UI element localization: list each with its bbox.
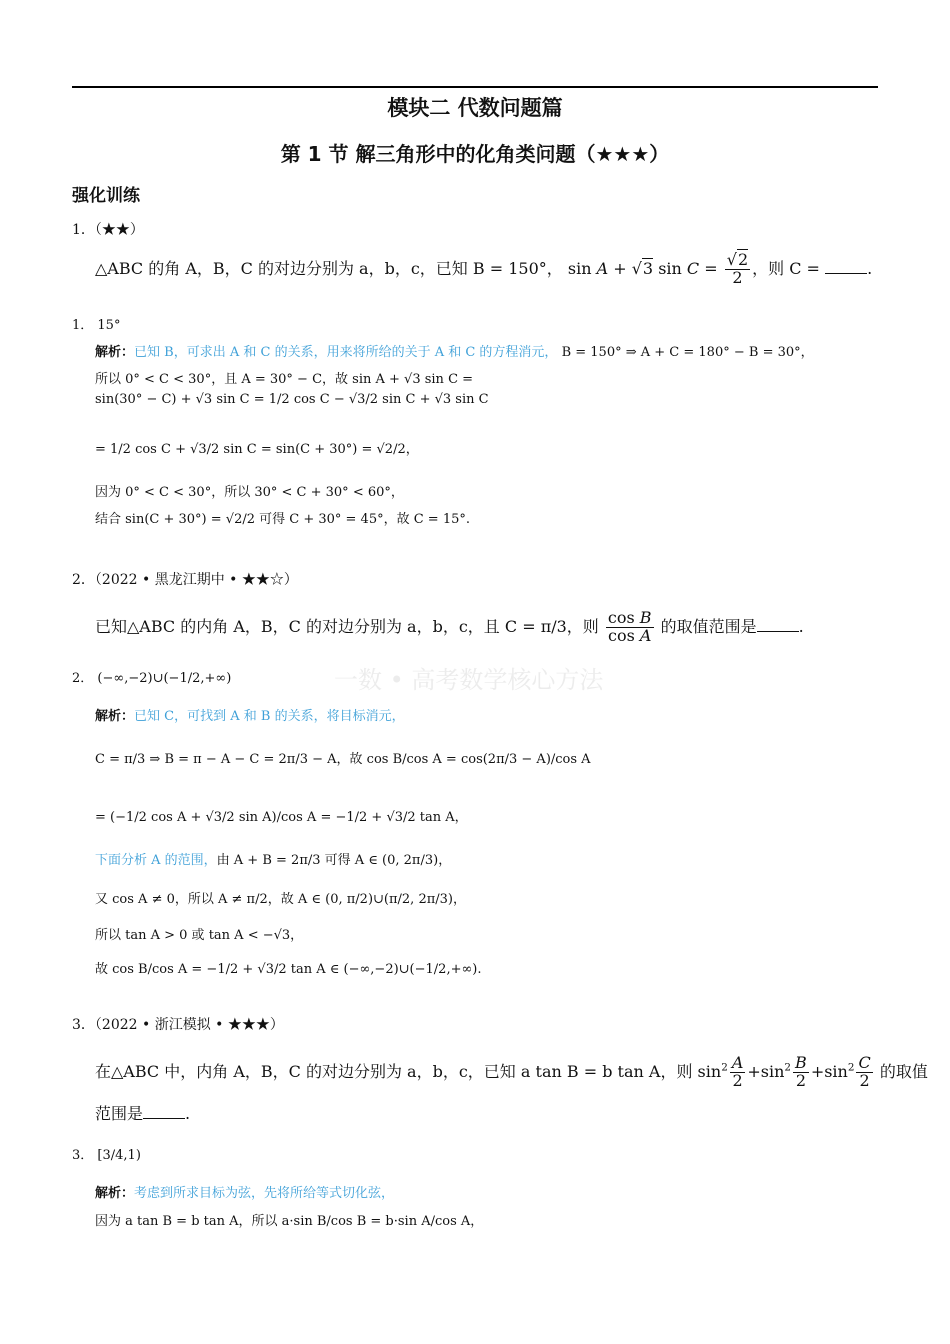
q2-answer-value: (−∞,−2)∪(−1/2,+∞) xyxy=(97,671,232,686)
q2-hint: 已知 C，可找到 A 和 B 的关系，将目标消元， xyxy=(134,709,405,724)
q1-text: △ABC 的角 A，B，C 的对边分别为 a，b，c，已知 B = 150°， sin A + √3 sin C = $\frac{√2}{2}$ ，则 C = . xyxy=(95,250,873,287)
q3-header: 3．（2022 • 浙江模拟 • ★★★） xyxy=(72,1017,284,1033)
q3-tail: 的取值 xyxy=(879,1061,928,1081)
q2-solution-line-3: = (−1/2 cos A + √3/2 sin A)/cos A = −1/2 + √3/2 tan A， xyxy=(95,810,468,825)
q3-answer-label: 3． xyxy=(72,1148,94,1163)
q1-blank xyxy=(825,273,867,274)
q3-formula: $\sin^2$ $\frac{A}{2}$ $+\sin^2$ $\frac{B}{2}$ $+\sin^2$ $\frac{C}{2}$ xyxy=(697,1053,871,1090)
q2-target-fraction: $\frac{\text{cos B}}{\text{cos A}}$ xyxy=(607,608,652,645)
q2-solution-line-2: C = π/3 ⇒ B = π − A − C = 2π/3 − A，故 cos B/cos A = cos(2π/3 − A)/cos A xyxy=(95,752,591,767)
solution-label: 解析： xyxy=(95,345,135,360)
q3-solution-line-1 xyxy=(95,1182,394,1201)
q2-answer xyxy=(72,667,231,686)
q1-solution-line-1 xyxy=(95,341,814,360)
q2-s3: 由 A + B = 2π/3 可得 A ∈ (0, 2π/3)， xyxy=(216,853,452,868)
module-title: 模块二 代数问题篇 xyxy=(387,96,563,120)
solution-label: 解析： xyxy=(95,709,135,724)
q2-solution-line-5: 又 cos A ≠ 0，所以 A ≠ π/2，故 A ∈ (0, π/2)∪(π/2, 2π/3)， xyxy=(95,892,466,907)
section-title: 第 1 节 解三角形中的化角类问题（★★★） xyxy=(280,142,670,166)
watermark: 一数 • 高考数学核心方法 xyxy=(334,666,604,694)
q3-solution-line-2: 因为 a tan B = b tan A，所以 a·sin B/cos B = b·sin A/cos A， xyxy=(95,1214,484,1229)
q3-blank xyxy=(143,1118,185,1119)
q2-header: 2．（2022 • 黑龙江期中 • ★★☆） xyxy=(72,572,298,588)
q3-text xyxy=(95,1055,928,1090)
q3-line2: 范围是 xyxy=(95,1104,144,1123)
q2-intro: 已知△ABC 的内角 A，B，C 的对边分别为 a，b，c，且 C = π/3，则 xyxy=(95,616,599,636)
q2-solution-line-7: 故 cos B/cos A = −1/2 + √3/2 tan A ∈ (−∞,−2)∪(−1/2,+∞). xyxy=(95,962,482,977)
q3-answer xyxy=(72,1144,141,1163)
q2-answer-label: 2． xyxy=(72,671,94,686)
q1-solution-line-6: 结合 sin(C + 30°) = √2/2 可得 C + 30° = 45°，故 C = 15°. xyxy=(95,512,471,527)
q1-solution-line-3: sin(30° − C) + √3 sin C = 1/2 cos C − √3/2 sin C + √3 sin C xyxy=(95,392,489,407)
header-rule xyxy=(72,86,878,88)
q1-solution-line-2: 所以 0° < C < 30°，且 A = 30° − C，故 sin A + √3 sin C = xyxy=(95,372,474,387)
q2-text: 已知△ABC 的内角 A，B，C 的对边分别为 a，b，c，且 C = π/3，则 $\frac{\text{cos B}}{\text{cos A}}$ 的取值范围是 . xyxy=(95,608,804,645)
q1-solution-line-4: = 1/2 cos C + √3/2 sin C = sin(C + 30°) = √2/2， xyxy=(95,442,419,457)
solution-label: 解析： xyxy=(95,1186,135,1201)
q1-s1-tail: B = 150° ⇒ A + C = 180° − B = 30°， xyxy=(561,345,814,360)
q2-tail: 的取值范围是 xyxy=(660,616,757,636)
q2-solution-line-6: 所以 tan A > 0 或 tan A < −√3， xyxy=(95,928,304,943)
q3-intro: 在△ABC 中，内角 A，B，C 的对边分别为 a，b，c，已知 a tan B = b tan A，则 xyxy=(95,1061,693,1081)
q3-answer-value: [3/4,1) xyxy=(97,1148,141,1163)
q1-header: 1．（★★） xyxy=(72,222,144,238)
q1-solution-line-5: 因为 0° < C < 30°，所以 30° < C + 30° < 60°， xyxy=(95,485,404,500)
q1-hint: 已知 B，可求出 A 和 C 的关系，用来将所给的关于 A 和 C 的方程消元， xyxy=(134,345,558,360)
q1-formula: sin A + √3 sin C = $\frac{√2}{2}$ xyxy=(567,250,749,287)
q3-hint: 考虑到所求目标为弦，先将所给等式切化弦， xyxy=(134,1186,395,1201)
q1-ask: ，则 C = xyxy=(752,258,826,278)
q2-solution-line-4 xyxy=(95,849,451,868)
q1-answer: 1． 15° xyxy=(72,318,121,333)
q3-text-line-2: 范围是 . xyxy=(95,1104,191,1123)
q1-intro: △ABC 的角 A，B，C 的对边分别为 a，b，c，已知 B = 150°， xyxy=(95,258,563,278)
q2-blank xyxy=(757,631,799,632)
q2-s3-blue: 下面分析 A 的范围， xyxy=(95,853,217,868)
subsection-heading: 强化训练 xyxy=(72,186,140,206)
q2-solution-line-1 xyxy=(95,705,405,724)
